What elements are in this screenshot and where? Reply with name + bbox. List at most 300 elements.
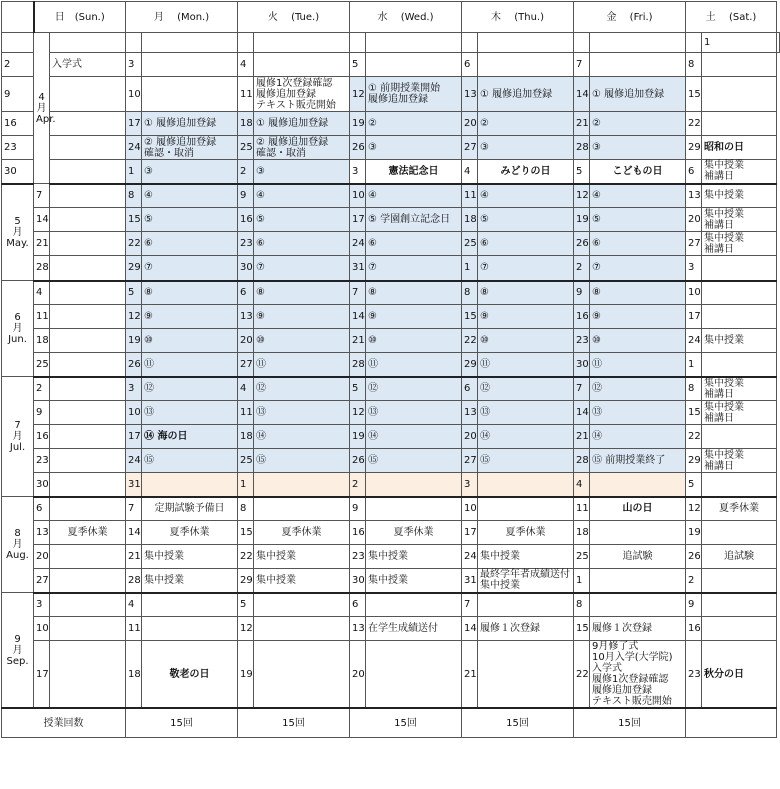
day-event-mon (238, 33, 254, 53)
footer-label: 授業回数 (2, 708, 126, 738)
week-row (2, 112, 780, 136)
day-event-tue: ⑪ (254, 353, 350, 377)
day-number-mon: 31 (126, 473, 142, 497)
week-row (2, 281, 780, 305)
day-number-mon: 12 (126, 305, 142, 329)
day-event-wed: ⑧ (366, 281, 462, 305)
day-event-wed: 憲法記念日 (366, 160, 462, 184)
day-number-mon: 22 (126, 232, 142, 256)
week-row (2, 473, 780, 497)
day-number-sun (50, 33, 126, 53)
day-number-sat: 29 (686, 449, 702, 473)
day-event-sun (50, 353, 126, 377)
day-number-thu: 21 (462, 641, 478, 709)
day-number-sun: 20 (34, 545, 50, 569)
day-event-wed: ⑪ (366, 353, 462, 377)
day-number-wed: 3 (350, 160, 366, 184)
day-event-mon (142, 593, 238, 617)
day-number-mon: 17 (126, 112, 142, 136)
day-number-sat: 29 (686, 136, 702, 160)
day-number-sun: 16 (34, 425, 50, 449)
day-number-mon: 28 (126, 569, 142, 593)
day-number-sun: 6 (34, 497, 50, 521)
day-number-tue: 1 (238, 473, 254, 497)
day-number-wed: 21 (350, 329, 366, 353)
day-number-sat: 16 (686, 617, 702, 641)
day-number-sun: 9 (2, 77, 34, 112)
day-event-sun (50, 377, 126, 401)
day-number-fri: 12 (574, 184, 590, 208)
day-number-sun: 23 (2, 136, 34, 160)
day-event-sun (50, 136, 126, 160)
day-number-fri: 15 (574, 617, 590, 641)
day-event-mon: ⑩ (142, 329, 238, 353)
day-event-tue (350, 33, 366, 53)
day-event-mon: 定期試験予備日 (142, 497, 238, 521)
day-number-mon: 8 (126, 184, 142, 208)
day-number-wed (366, 33, 462, 53)
day-number-sat: 5 (686, 473, 702, 497)
month-label-empty (2, 33, 34, 53)
day-event-thu: ① 履修追加登録 (478, 77, 574, 112)
day-number-wed: 20 (350, 641, 366, 709)
day-event-mon: ⑬ (142, 401, 238, 425)
week-row (2, 53, 780, 77)
month-label-apr: 4 月 Apr. (34, 33, 50, 184)
day-event-wed: 夏季休業 (366, 521, 462, 545)
day-number-thu: 22 (462, 329, 478, 353)
day-number-sat: 15 (686, 401, 702, 425)
day-event-sun (50, 305, 126, 329)
month-label-jun: 6 月 Jun. (2, 281, 34, 377)
day-number-tue: 25 (238, 136, 254, 160)
day-number-sun: 16 (2, 112, 34, 136)
footer-fri: 15回 (574, 708, 686, 738)
day-number-sun: 10 (34, 617, 50, 641)
day-number-fri: 19 (574, 208, 590, 232)
day-event-mon: ① 履修追加登録 (142, 112, 238, 136)
day-event-tue: ④ (254, 184, 350, 208)
week-row (2, 329, 780, 353)
week-row (2, 353, 780, 377)
day-number-sat: 8 (686, 53, 702, 77)
day-event-wed: ⑤ 学園創立記念日 (366, 208, 462, 232)
day-number-sat: 27 (686, 232, 702, 256)
day-number-sun: 17 (34, 641, 50, 709)
day-event-mon (142, 53, 238, 77)
day-number-mon (142, 33, 238, 53)
day-event-fri: ⑮ 前期授業終了 (590, 449, 686, 473)
day-event-sun (50, 569, 126, 593)
day-number-tue: 2 (238, 160, 254, 184)
day-event-thu (478, 53, 574, 77)
week-row (2, 77, 780, 112)
day-event-tue: ⑮ (254, 449, 350, 473)
day-event-sat: 集中授業 補講日 (702, 160, 777, 184)
day-event-tue (254, 641, 350, 709)
day-event-wed (366, 593, 462, 617)
day-number-wed: 13 (350, 617, 366, 641)
day-event-tue: ① 履修追加登録 (254, 112, 350, 136)
day-event-fri: ⑩ (590, 329, 686, 353)
day-number-wed: 9 (350, 497, 366, 521)
day-event-wed: ④ (366, 184, 462, 208)
day-event-fri (590, 593, 686, 617)
day-number-thu: 11 (462, 184, 478, 208)
day-number-sun: 3 (34, 593, 50, 617)
day-event-tue: ⑥ (254, 232, 350, 256)
day-number-thu (478, 33, 574, 53)
day-event-wed (366, 53, 462, 77)
day-number-tue: 9 (238, 184, 254, 208)
day-number-wed: 23 (350, 545, 366, 569)
day-number-fri: 14 (574, 77, 590, 112)
day-number-fri: 25 (574, 545, 590, 569)
day-number-sun: 4 (34, 281, 50, 305)
day-event-fri: こどもの日 (590, 160, 686, 184)
day-event-wed (366, 473, 462, 497)
header-sat: 土 (Sat.) (686, 2, 777, 33)
day-number-tue: 23 (238, 232, 254, 256)
day-event-sun (50, 617, 126, 641)
week-row (2, 569, 780, 593)
day-event-fri: 追試験 (590, 545, 686, 569)
day-event-thu: ⑪ (478, 353, 574, 377)
day-number-fri: 30 (574, 353, 590, 377)
day-number-tue: 12 (238, 617, 254, 641)
day-number-wed: 12 (350, 401, 366, 425)
day-number-fri: 7 (574, 377, 590, 401)
day-number-wed: 2 (350, 473, 366, 497)
day-number-sat: 3 (686, 256, 702, 281)
day-event-thu: ⑧ (478, 281, 574, 305)
day-number-sun: 11 (34, 305, 50, 329)
day-number-sat: 17 (686, 305, 702, 329)
day-number-mon: 26 (126, 353, 142, 377)
week-row (2, 232, 780, 256)
day-event-tue: ⑤ (254, 208, 350, 232)
day-number-mon: 10 (126, 77, 142, 112)
day-number-wed: 6 (350, 593, 366, 617)
day-event-fri: ⑨ (590, 305, 686, 329)
day-number-fri: 5 (574, 160, 590, 184)
day-event-fri: 山の日 (590, 497, 686, 521)
day-number-thu: 20 (462, 112, 478, 136)
day-number-wed: 26 (350, 136, 366, 160)
day-number-tue: 11 (238, 77, 254, 112)
day-event-tue (254, 53, 350, 77)
day-event-mon: 集中授業 (142, 569, 238, 593)
day-event-thu: ⑦ (478, 256, 574, 281)
day-event-sat: 秋分の日 (702, 641, 777, 709)
day-event-sun (50, 425, 126, 449)
day-event-fri: ④ (590, 184, 686, 208)
day-number-sun: 21 (34, 232, 50, 256)
day-number-thu: 18 (462, 208, 478, 232)
day-event-sat: 集中授業 補講日 (702, 449, 777, 473)
day-number-wed: 31 (350, 256, 366, 281)
day-event-sun (50, 497, 126, 521)
day-event-sun (50, 232, 126, 256)
day-number-sun: 14 (34, 208, 50, 232)
day-event-sun (50, 401, 126, 425)
day-event-sat (702, 593, 777, 617)
day-event-thu (478, 497, 574, 521)
day-event-wed: ② (366, 112, 462, 136)
day-event-fri (590, 521, 686, 545)
day-number-wed: 10 (350, 184, 366, 208)
week-row (2, 377, 780, 401)
day-number-tue: 18 (238, 425, 254, 449)
week-row (2, 521, 780, 545)
day-event-tue: 履修1次登録確認 履修追加登録 テキスト販売開始 (254, 77, 350, 112)
day-number-wed: 12 (350, 77, 366, 112)
header-tue: 火 (Tue.) (238, 2, 350, 33)
day-event-tue (254, 593, 350, 617)
day-event-sun (50, 545, 126, 569)
footer-row (2, 708, 780, 738)
day-number-mon: 21 (126, 545, 142, 569)
week-row (2, 305, 780, 329)
day-event-thu: ④ (478, 184, 574, 208)
week-row (2, 641, 780, 709)
day-event-mon: ⑧ (142, 281, 238, 305)
day-event-sat (702, 256, 777, 281)
day-event-sun (50, 329, 126, 353)
day-event-sun: 入学式 (50, 53, 126, 77)
day-event-sat: 集中授業 (702, 329, 777, 353)
day-number-mon: 19 (126, 329, 142, 353)
day-event-wed: ⑬ (366, 401, 462, 425)
day-number-sat: 24 (686, 329, 702, 353)
day-event-fri (686, 33, 702, 53)
day-number-fri: 26 (574, 232, 590, 256)
day-number-sun: 7 (34, 184, 50, 208)
day-event-sun (50, 77, 126, 112)
day-number-mon: 3 (126, 53, 142, 77)
day-number-mon: 18 (126, 641, 142, 709)
week-row (2, 593, 780, 617)
day-event-mon: 敬老の日 (142, 641, 238, 709)
week-row (2, 256, 780, 281)
week-row (2, 33, 780, 53)
day-number-thu: 10 (462, 497, 478, 521)
day-event-mon: ⑥ (142, 232, 238, 256)
day-event-mon: ③ (142, 160, 238, 184)
day-event-mon: 夏季休業 (142, 521, 238, 545)
day-event-thu: 履修１次登録 (478, 617, 574, 641)
day-number-fri: 21 (574, 425, 590, 449)
day-number-sat: 15 (686, 77, 702, 112)
day-number-mon: 17 (126, 425, 142, 449)
week-row (2, 545, 780, 569)
day-number-mon: 15 (126, 208, 142, 232)
day-number-wed: 5 (350, 53, 366, 77)
day-event-wed: ⑭ (366, 425, 462, 449)
day-number-wed: 28 (350, 353, 366, 377)
day-number-thu: 29 (462, 353, 478, 377)
day-event-sun: 夏季休業 (50, 521, 126, 545)
day-event-fri (590, 53, 686, 77)
footer-wed: 15回 (350, 708, 462, 738)
week-row (2, 160, 780, 184)
day-number-sun: 27 (34, 569, 50, 593)
day-number-fri (590, 33, 686, 53)
day-event-fri: ⑥ (590, 232, 686, 256)
day-number-tue: 6 (238, 281, 254, 305)
day-event-tue: ⑦ (254, 256, 350, 281)
day-event-sat (702, 77, 777, 112)
day-event-thu: 集中授業 (478, 545, 574, 569)
day-event-sat: 集中授業 補講日 (702, 401, 777, 425)
day-number-thu: 1 (462, 256, 478, 281)
day-event-wed: ⑨ (366, 305, 462, 329)
day-event-thu (478, 641, 574, 709)
day-event-sun (50, 112, 126, 136)
day-event-fri: ⑭ (590, 425, 686, 449)
footer-tue: 15回 (238, 708, 350, 738)
day-event-tue (254, 473, 350, 497)
day-event-mon: ⑪ (142, 353, 238, 377)
day-number-fri: 11 (574, 497, 590, 521)
month-label-jul: 7 月 Jul. (2, 377, 34, 497)
day-number-sat: 20 (686, 208, 702, 232)
day-event-thu (478, 473, 574, 497)
day-number-fri: 2 (574, 256, 590, 281)
day-number-wed: 17 (350, 208, 366, 232)
day-event-wed: ⑦ (366, 256, 462, 281)
day-event-sat: 集中授業 (702, 184, 777, 208)
day-event-thu: ⑩ (478, 329, 574, 353)
day-number-wed: 24 (350, 232, 366, 256)
day-event-tue: 集中授業 (254, 545, 350, 569)
day-event-thu: ⑬ (478, 401, 574, 425)
day-event-wed: 在学生成績送付 (366, 617, 462, 641)
day-number-thu: 13 (462, 401, 478, 425)
day-event-sat (702, 281, 777, 305)
day-event-wed: 集中授業 (366, 545, 462, 569)
day-number-tue: 19 (238, 641, 254, 709)
day-number-sun: 25 (34, 353, 50, 377)
day-number-tue (254, 33, 350, 53)
day-event-tue: ⑬ (254, 401, 350, 425)
day-number-wed: 19 (350, 112, 366, 136)
day-event-tue: ⑩ (254, 329, 350, 353)
day-event-sat (702, 569, 777, 593)
day-number-tue: 30 (238, 256, 254, 281)
day-number-thu: 27 (462, 136, 478, 160)
day-event-wed: ① 前期授業開始 履修追加登録 (366, 77, 462, 112)
day-event-fri: ⑪ (590, 353, 686, 377)
day-event-thu: ② (478, 112, 574, 136)
day-event-sat (702, 473, 777, 497)
day-number-thu: 15 (462, 305, 478, 329)
day-event-fri (590, 473, 686, 497)
day-event-sun (50, 473, 126, 497)
day-number-thu: 24 (462, 545, 478, 569)
day-number-fri: 14 (574, 401, 590, 425)
day-event-tue: ⑫ (254, 377, 350, 401)
day-event-sun (50, 184, 126, 208)
day-event-thu (574, 33, 590, 53)
day-number-wed: 5 (350, 377, 366, 401)
day-event-mon: ⑨ (142, 305, 238, 329)
day-event-sat (702, 53, 777, 77)
day-event-fri: ③ (590, 136, 686, 160)
day-number-thu: 31 (462, 569, 478, 593)
day-number-thu: 6 (462, 53, 478, 77)
week-row (2, 208, 780, 232)
day-number-thu: 17 (462, 521, 478, 545)
day-event-sun (50, 449, 126, 473)
day-number-tue: 15 (238, 521, 254, 545)
day-number-fri: 4 (574, 473, 590, 497)
academic-calendar-table (1, 1, 780, 738)
day-event-sat (777, 33, 780, 53)
day-number-tue: 22 (238, 545, 254, 569)
day-number-sat: 6 (686, 160, 702, 184)
day-event-wed: ⑮ (366, 449, 462, 473)
day-number-thu: 8 (462, 281, 478, 305)
header-blank (2, 2, 34, 33)
day-number-sat: 22 (686, 112, 702, 136)
day-number-tue: 4 (238, 377, 254, 401)
day-number-fri: 21 (574, 112, 590, 136)
day-number-sat: 9 (686, 593, 702, 617)
day-number-fri: 18 (574, 521, 590, 545)
day-event-fri: ⑧ (590, 281, 686, 305)
day-event-sun (126, 33, 142, 53)
day-number-fri: 28 (574, 449, 590, 473)
day-event-mon (142, 77, 238, 112)
day-event-wed: ⑥ (366, 232, 462, 256)
day-event-sun (50, 641, 126, 709)
day-event-fri: 履修１次登録 (590, 617, 686, 641)
day-number-mon: 29 (126, 256, 142, 281)
day-event-thu: ⑭ (478, 425, 574, 449)
day-number-wed: 19 (350, 425, 366, 449)
header-wed: 水 (Wed.) (350, 2, 462, 33)
day-event-thu: みどりの日 (478, 160, 574, 184)
day-number-sun: 2 (34, 377, 50, 401)
day-number-sat: 10 (686, 281, 702, 305)
day-number-tue: 18 (238, 112, 254, 136)
day-event-tue (254, 617, 350, 641)
day-number-sun: 13 (34, 521, 50, 545)
day-event-mon: ⑮ (142, 449, 238, 473)
day-event-wed (366, 497, 462, 521)
day-number-fri: 1 (574, 569, 590, 593)
day-number-tue: 8 (238, 497, 254, 521)
day-event-thu: 夏季休業 (478, 521, 574, 545)
day-event-fri: 9月修了式 10月入学(大学院) 入学式 履修1次登録確認 履修追加登録 テキスト販売開始 (590, 641, 686, 709)
day-event-mon: ④ (142, 184, 238, 208)
day-event-tue: 集中授業 (254, 569, 350, 593)
day-event-sat: 昭和の日 (702, 136, 777, 160)
header-thu: 木 (Thu.) (462, 2, 574, 33)
day-event-tue: ② 履修追加登録 確認・取消 (254, 136, 350, 160)
day-number-mon: 4 (126, 593, 142, 617)
day-event-mon (142, 473, 238, 497)
day-number-thu: 27 (462, 449, 478, 473)
day-event-sun (50, 281, 126, 305)
day-event-thu: ③ (478, 136, 574, 160)
day-event-fri: ⑫ (590, 377, 686, 401)
week-row (2, 617, 780, 641)
day-event-mon: ⑫ (142, 377, 238, 401)
day-number-fri: 16 (574, 305, 590, 329)
month-label-may: 5 月 May. (2, 184, 34, 281)
